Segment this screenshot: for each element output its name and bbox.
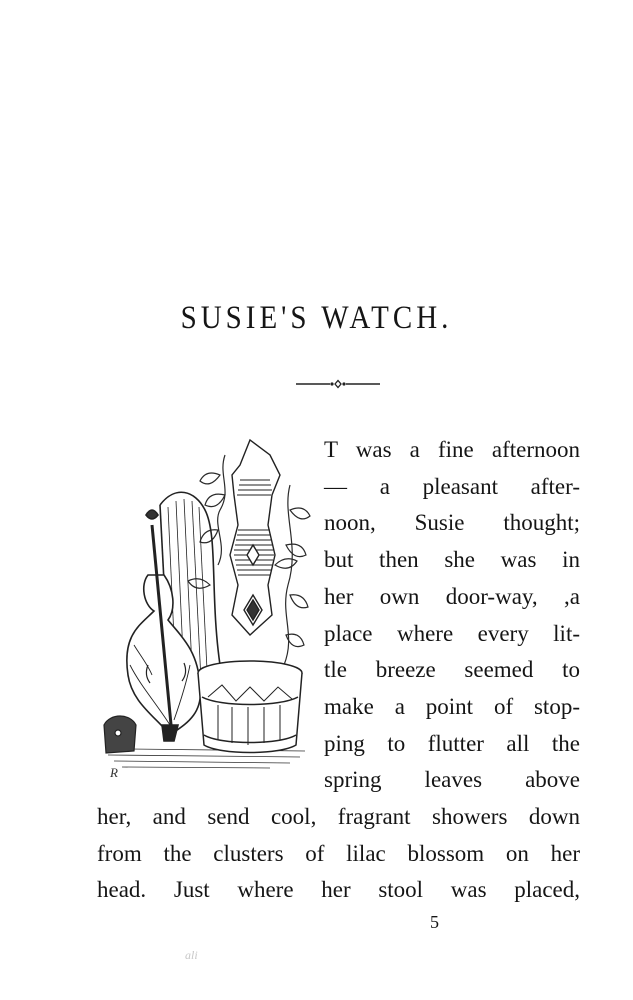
text-line: ping to flutter all the [324,730,580,756]
ornament-divider-icon [296,378,380,390]
chapter-title: SUSIE'S WATCH. [180,300,453,336]
instruments-vignette-icon [100,435,312,785]
text-line: — a pleasant after- [324,473,580,499]
text-line: from the clusters of lilac blossom on her [97,840,580,866]
illustration-monogram: R [110,765,118,780]
text-line: T was a fine afternoon [324,437,580,462]
text-line: noon, Susie thought; [324,510,580,536]
text-line: but then she was in [324,547,580,573]
paragraph-wrapped-lines [324,432,580,799]
text-line: place where every lit- [324,620,580,646]
stray-mark: ali [185,948,198,962]
text-line: her own door-way, ,a [324,583,580,609]
text-line: tle breeze seemed to [324,657,580,683]
text-line: her, and send cool, fragrant showers down [97,804,580,829]
text-line: spring leaves above [324,767,580,793]
text-line: head. Just where her stool was placed, [97,877,580,903]
text-line: make a point of stop- [324,693,580,719]
paragraph-full-width-lines [97,799,580,909]
page-number: 5 [430,912,439,932]
